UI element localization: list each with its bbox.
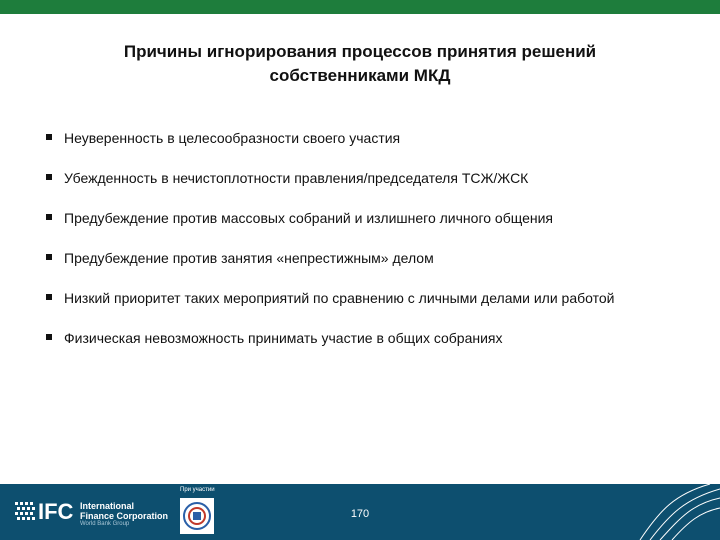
top-accent-bar xyxy=(0,0,720,14)
slide-title-line-1: Причины игнорирования процессов принятия решений xyxy=(123,42,597,61)
partner-logo xyxy=(180,498,214,534)
ifc-name-line-2: Finance Corporation xyxy=(80,511,169,521)
square-bullet-icon xyxy=(46,334,52,340)
bullet-text: Предубеждение против массовых собраний и излишнего личного общения xyxy=(64,210,554,226)
ifc-logo xyxy=(14,498,174,526)
ifc-globe-icon xyxy=(14,500,36,524)
ifc-subtitle: World Bank Group xyxy=(80,521,130,527)
bullet-text: Убежденность в нечистоплотности правления/председателя ТСЖ/ЖСК xyxy=(64,170,529,186)
square-bullet-icon xyxy=(46,134,52,140)
bullet-text: Низкий приоритет таких мероприятий по сравнению с личными делами или работой xyxy=(64,290,615,306)
bullet-text: Физическая невозможность принимать участие в общих собраниях xyxy=(64,330,503,346)
bullet-list xyxy=(44,128,684,348)
bullet-item xyxy=(44,128,684,148)
square-bullet-icon xyxy=(46,174,52,180)
page-number: 170 xyxy=(350,508,370,520)
bullet-item xyxy=(44,208,684,228)
ifc-wordmark: IFC xyxy=(38,499,74,524)
square-bullet-icon xyxy=(46,294,52,300)
footer-bar xyxy=(0,484,720,540)
ifc-name-line-1: International xyxy=(80,501,135,511)
bullet-item xyxy=(44,248,684,268)
partner-label: При участии xyxy=(180,487,215,493)
bullet-item xyxy=(44,288,684,308)
bullet-item xyxy=(44,168,684,188)
square-bullet-icon xyxy=(46,214,52,220)
decorative-swirl-icon xyxy=(630,484,720,540)
partner-emblem-icon xyxy=(180,498,214,534)
square-bullet-icon xyxy=(46,254,52,260)
slide-title xyxy=(40,40,680,88)
ifc-full-name xyxy=(80,501,168,521)
bullet-item xyxy=(44,328,684,348)
slide-title-line-2: собственниками МКД xyxy=(269,66,451,85)
bullet-text: Предубеждение против занятия «непрестижным» делом xyxy=(64,250,434,266)
bullet-text: Неуверенность в целесообразности своего участия xyxy=(64,130,401,146)
